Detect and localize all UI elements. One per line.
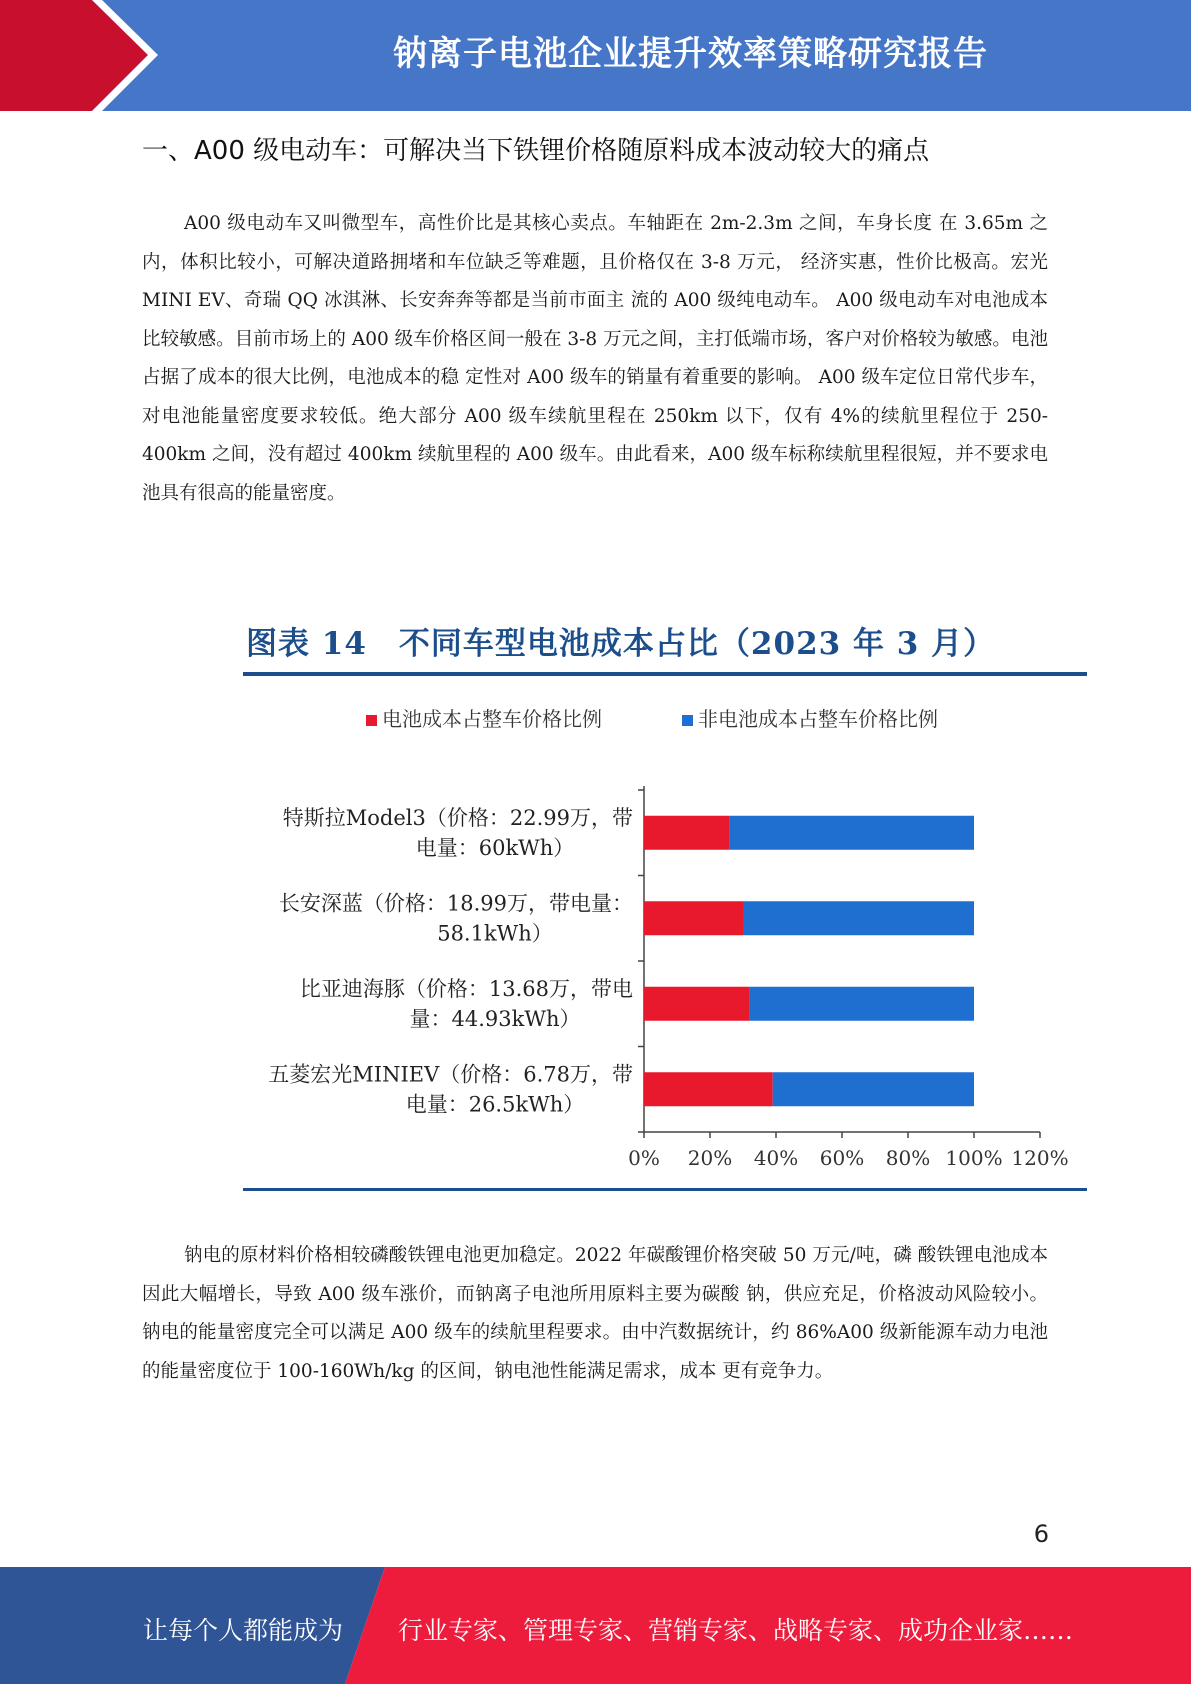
- bar-battery-4: [644, 1072, 773, 1106]
- category-label-2-line-2: 58.1kWh）: [437, 921, 553, 946]
- page-footer: [0, 1567, 1191, 1684]
- x-tick-label-2: 40%: [753, 1146, 799, 1170]
- x-tick-label-4: 80%: [885, 1146, 931, 1170]
- category-label-3-line-2: 量：44.93kWh）: [409, 1006, 581, 1031]
- figure-bottom-rule: [243, 1188, 1087, 1191]
- figure-top-rule: [243, 672, 1087, 676]
- legend-swatch-1: [366, 715, 377, 726]
- category-label-4-line-1: 五菱宏光MINIEV（价格：6.78万，带: [268, 1062, 633, 1087]
- category-label-2-line-1: 长安深蓝（价格：18.99万，带电量：: [278, 891, 633, 916]
- legend-label-2: 非电池成本占整车价格比例: [698, 707, 938, 731]
- x-tick-label-0: 0%: [628, 1146, 660, 1170]
- bar-non-battery-3: [750, 987, 974, 1021]
- x-tick-label-6: 120%: [1011, 1146, 1069, 1170]
- page-header: [0, 0, 1191, 111]
- category-label-1-line-2: 电量：60kWh）: [415, 835, 575, 860]
- section-heading: 一、A00 级电动车：可解决当下铁锂价格随原料成本波动较大的痛点: [142, 136, 930, 166]
- bar-non-battery-1: [730, 816, 974, 850]
- legend-label-1: 电池成本占整车价格比例: [382, 707, 602, 731]
- footer-slogan-left: 让每个人都能成为: [143, 1616, 344, 1645]
- bar-battery-2: [644, 901, 743, 935]
- body-paragraph-1: A00 级电动车又叫微型车，高性价比是其核心卖点。车轴距在 2m-2.3m 之间，车身长度 在 3.65m 之内，体积比较小，可解决道路拥堵和车位缺乏等难题，且价格仅在 3-8 万元， 经济实惠，性价比极高。宏光 MINI EV、奇瑞 QQ 冰淇淋、长安奔奔等都是当前市面主 流的 A00 级纯电动车。 A00 级电动车对电池成本比较敏感。目前市场上的 A00 级车价格区间一般在 3-8 万元之间，主打低端市场，客户对价格较为敏感。电池占据了成本的很大比例，电池成本的稳 定性对 A00 级车的销量有着重要的影响。 A00 级车定位日常代步车，对电池能量密度要求较低。绝大部分 A00 级车续航里程在 250km 以下，仅有 4%的续航里程位于 250-400km 之间，没有超过 400km 续航里程的 A00 级车。由此看来，A00 级车标称续航里程很短，并不要求电池具有很高的能量密度。: [142, 213, 1048, 504]
- report-title: 钠离子电池企业提升效率策略研究报告: [393, 34, 988, 74]
- x-tick-label-1: 20%: [687, 1146, 733, 1170]
- bar-battery-3: [644, 987, 750, 1021]
- figure-title: 图表 14 不同车型电池成本占比（2023 年 3 月）: [246, 626, 996, 662]
- body-paragraph-2: 钠电的原材料价格相较磷酸铁锂电池更加稳定。2022 年碳酸锂价格突破 50 万元/吨，磷 酸铁锂电池成本因此大幅增长，导致 A00 级车涨价，而钠离子电池所用原料主要为碳酸 钠，供应充足，价格波动风险较小。 钠电的能量密度完全可以满足 A00 级车的续航里程要求。由中汽数据统计，约 86%A00 级新能源车动力电池的能量密度位于 100-160Wh/kg 的区间，钠电池性能满足需求，成本 更有竞争力。: [142, 1245, 1048, 1382]
- bar-battery-1: [644, 816, 730, 850]
- category-label-4-line-2: 电量：26.5kWh）: [405, 1092, 585, 1117]
- category-label-3-line-1: 比亚迪海豚（价格：13.68万，带电: [299, 976, 633, 1001]
- bar-non-battery-2: [743, 901, 974, 935]
- page-number: 6: [1033, 1520, 1049, 1548]
- category-label-1-line-1: 特斯拉Model3（价格：22.99万，带: [282, 805, 633, 830]
- bar-non-battery-4: [773, 1072, 974, 1106]
- x-tick-label-5: 100%: [945, 1146, 1003, 1170]
- legend-swatch-2: [682, 715, 693, 726]
- x-tick-label-3: 60%: [819, 1146, 865, 1170]
- stacked-bar-chart: [240, 690, 1090, 1185]
- footer-slogan-right: 行业专家、管理专家、营销专家、战略专家、成功企业家……: [398, 1616, 1074, 1645]
